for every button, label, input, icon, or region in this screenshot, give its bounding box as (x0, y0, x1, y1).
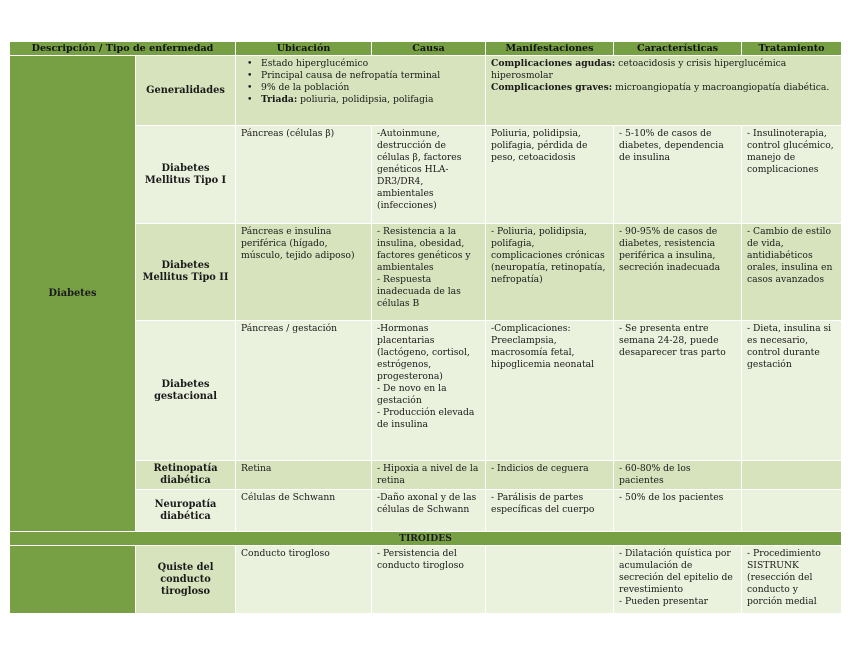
cell-cause: -Autoinmune, destrucción de células β, factores genéticos HLA-DR3/DR4, ambientales (infecciones) (372, 126, 486, 224)
cell-location: Conducto tirogloso (236, 546, 372, 614)
row-label: Diabetes Mellitus Tipo I (136, 126, 236, 224)
cell-location: Páncreas / gestación (236, 321, 372, 461)
section-title: TIROIDES (10, 532, 842, 546)
cell-manifestations: Poliuria, polidipsia, polifagia, pérdida de peso, cetoacidosis (486, 126, 614, 224)
category-cell (10, 546, 136, 614)
list-item: • Principal causa de nefropatía terminal (261, 70, 480, 82)
row-label: Quiste del conducto tirogloso (136, 546, 236, 614)
cell-location: Retina (236, 461, 372, 490)
header-description: Descripción / Tipo de enfermedad (10, 42, 236, 56)
disease-table (9, 41, 842, 614)
row-label: Diabetes gestacional (136, 321, 236, 461)
cell-treatment: - Cambio de estilo de vida, antidiabéticos orales, insulina en casos avanzados (742, 224, 842, 321)
cell-manifestations (486, 546, 614, 614)
header-treatment: Tratamiento (742, 42, 842, 56)
cell-treatment (742, 490, 842, 532)
cell-cause: - Hipoxia a nivel de la retina (372, 461, 486, 490)
row-label: Diabetes Mellitus Tipo II (136, 224, 236, 321)
cell-treatment (742, 461, 842, 490)
cell-treatment: - Procedimiento SISTRUNK (resección del conducto y porción medial (742, 546, 842, 614)
table-row (10, 546, 842, 614)
table-row (10, 56, 842, 126)
cell-features: - 5-10% de casos de diabetes, dependencia de insulina (614, 126, 742, 224)
cell-cause: - Resistencia a la insulina, obesidad, factores genéticos y ambientales - Respuesta inadecuada de las células B (372, 224, 486, 321)
cell-manifestations: - Parálisis de partes específicas del cuerpo (486, 490, 614, 532)
cell-location: Páncreas e insulina periférica (hígado, músculo, tejido adiposo) (236, 224, 372, 321)
cell-location: Células de Schwann (236, 490, 372, 532)
cell-treatment: - Insulinoterapia, control glucémico, manejo de complicaciones (742, 126, 842, 224)
cell-features: - 50% de los pacientes (614, 490, 742, 532)
list-item: • Estado hiperglucémico (261, 58, 480, 70)
cell-manifestations: - Indicios de ceguera (486, 461, 614, 490)
cell-treatment: - Dieta, insulina si es necesario, control durante gestación (742, 321, 842, 461)
cell-features: - 60-80% de los pacientes (614, 461, 742, 490)
header-location: Ubicación (236, 42, 372, 56)
cell-features: - Se presenta entre semana 24-28, puede desaparecer tras parto (614, 321, 742, 461)
cell-manifestations: - Poliuria, polidipsia, polifagia, complicaciones crónicas (neuropatía, retinopatía, nefropatía) (486, 224, 614, 321)
header-cause: Causa (372, 42, 486, 56)
row-label: Retinopatía diabética (136, 461, 236, 490)
cell-manifestations: -Complicaciones: Preeclampsia, macrosomía fetal, hipoglicemia neonatal (486, 321, 614, 461)
cell-cause: -Daño axonal y de las células de Schwann (372, 490, 486, 532)
general-summary (236, 56, 486, 126)
cell-location: Páncreas (células β) (236, 126, 372, 224)
row-label: Neuropatía diabética (136, 490, 236, 532)
general-bullets (241, 58, 480, 106)
cell-features: - Dilatación quística por acumulación de secreción del epitelio de revestimiento - Pueden presentar (614, 546, 742, 614)
section-row (10, 532, 842, 546)
list-item: • 9% de la población (261, 82, 480, 94)
list-item: • Triada: poliuria, polidipsia, polifagia (261, 94, 480, 106)
header-features: Características (614, 42, 742, 56)
header-row (10, 42, 842, 56)
header-manifestations: Manifestaciones (486, 42, 614, 56)
category-cell: Diabetes (10, 56, 136, 532)
cell-cause: -Hormonas placentarias (lactógeno, cortisol, estrógenos, progesterona) - De novo en la gestación - Producción elevada de insulina (372, 321, 486, 461)
cell-cause: - Persistencia del conducto tirogloso (372, 546, 486, 614)
cell-features: - 90-95% de casos de diabetes, resistencia periférica a insulina, secreción inadecuada (614, 224, 742, 321)
row-label: Generalidades (136, 56, 236, 126)
general-complications: Complicaciones agudas: cetoacidosis y crisis hiperglucémica hiperosmolar Complicaciones graves: microangiopatía y macroangiopatía diabética. (486, 56, 842, 126)
